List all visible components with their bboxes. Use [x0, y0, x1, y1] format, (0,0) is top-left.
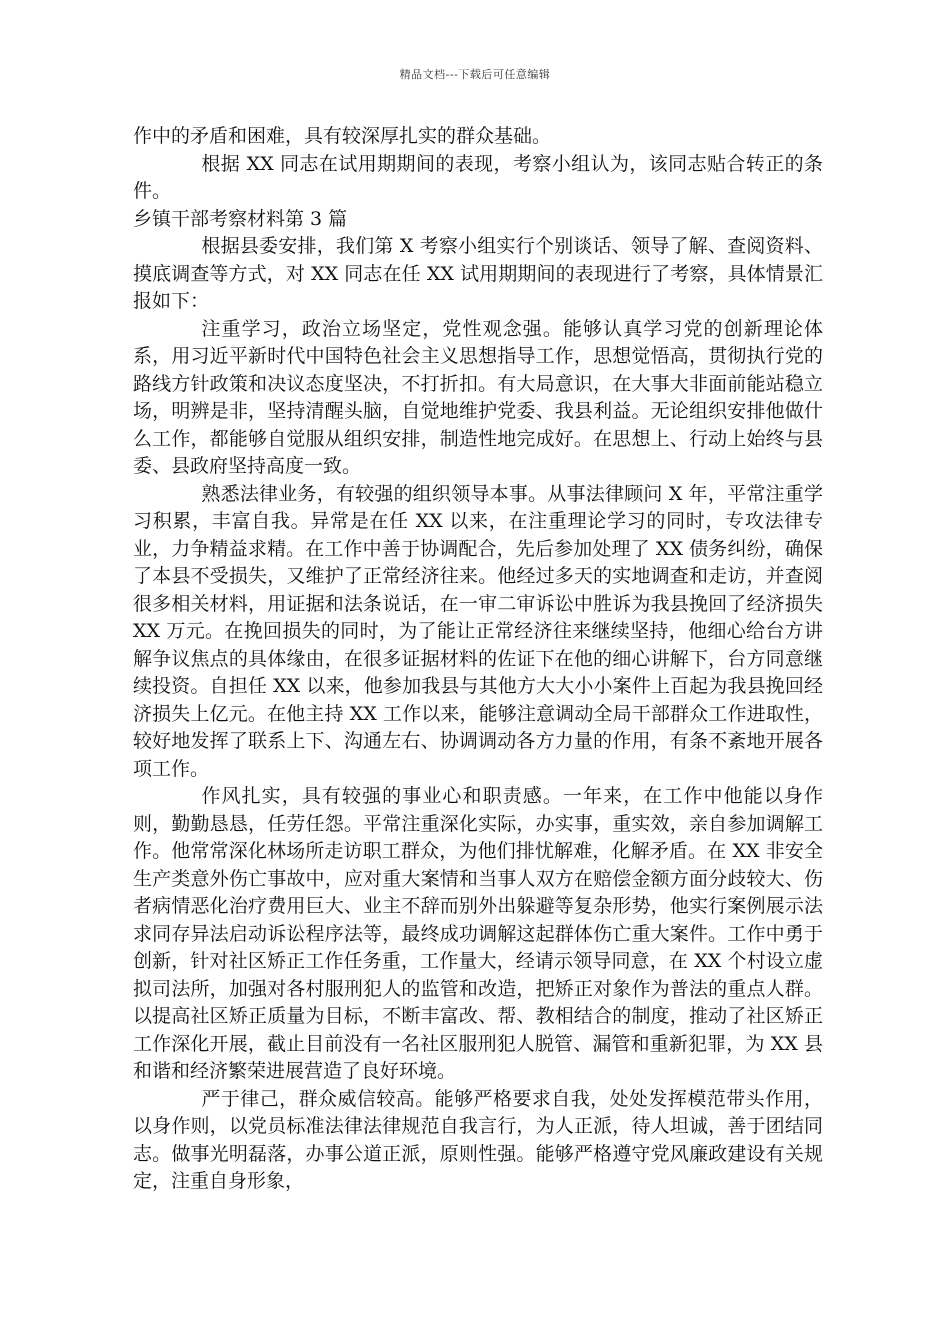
- paragraph-work-style: 作风扎实，具有较强的事业心和职责感。一年来，在工作中他能以身作则，勤勤恳恳，任劳任怨。平常注重深化实际，办实事，重实效，亲自参加调解工作。他常常深化林场所走访职工群众，为他们排忧解难，化解矛盾。在 XX 非安全生产类意外伤亡事故中，应对重大案情和当事人双方在赔偿金额方面分歧较大、伤者病情恶化治疗费用巨大、业主不辞而别外出躲避等复杂形势，他实行案例展示法求同存异法启动诉讼程序法等，最终成功调解这起群体伤亡重大案件。工作中勇于创新，针对社区矫正工作任务重，工作量大，经请示领导同意，在 XX 个村设立虚拟司法所，加强对各村服刑犯人的监管和改造，把矫正对象作为普法的重点人群。以提高社区矫正质量为目标，不断丰富改、帮、教相结合的制度，推动了社区矫正工作深化开展，截止目前没有一名社区服刑犯人脱管、漏管和重新犯罪，为 XX 县和谐和经济繁荣进展营造了良好环境。: [133, 785, 823, 1082]
- paragraph-continuation: 作中的矛盾和困难，具有较深厚扎实的群众基础。: [133, 125, 552, 147]
- paragraph-study: 注重学习，政治立场坚定，党性观念强。能够认真学习党的创新理论体系，用习近平新时代中国特色社会主义思想指导工作，思想觉悟高，贯彻执行党的路线方针政策和决议态度坚决，不打折扣。有大局意识，在大事大非面前能站稳立场，明辨是非，坚持清醒头脑，自觉地维护党委、我县利益。无论组织安排他做什么工作，都能够自觉服从组织安排，制造性地完成好。在思想上、行动上始终与县委、县政府坚持高度一致。: [133, 317, 823, 477]
- paragraph-discipline: 严于律己，群众威信较高。能够严格要求自我，处处发挥模范带头作用，以身作则，以党员标准法律法律规范自我言行，为人正派，待人坦诚，善于团结同志。做事光明磊落，办事公道正派，原则性强。能够严格遵守党风廉政建设有关规定，注重自身形象，: [133, 1087, 823, 1192]
- paragraph-intro: 根据县委安排，我们第 X 考察小组实行个别谈话、领导了解、查阅资料、摸底调查等方式，对 XX 同志在任 XX 试用期期间的表现进行了考察，具体情景汇报如下：: [133, 235, 823, 312]
- document-body: [133, 123, 823, 1196]
- paragraph-legal: 熟悉法律业务，有较强的组织领导本事。从事法律顾问 X 年，平常注重学习积累，丰富自我。异常是在任 XX 以来，在注重理论学习的同时，专攻法律专业，力争精益求精。在工作中善于协调配合，先后参加处理了 XX 债务纠纷，确保了本县不受损失，又维护了正常经济往来。他经过多天的实地调查和走访，并查阅很多相关材料，用证据和法条说话，在一审二审诉讼中胜诉为我县挽回了经济损失 XX 万元。在挽回损失的同时，为了能让正常经济往来继续坚持，他细心给台方讲解争议焦点的具体缘由，在很多证据材料的佐证下在他的细心讲解下，台方同意继续投资。自担任 XX 以来，他参加我县与其他方大大小小案件上百起为我县挽回经济损失上亿元。在他主持 XX 工作以来，能够注意调动全局干部群众工作进取性，较好地发挥了联系上下、沟通左右、协调调动各方力量的作用，有条不紊地开展各项工作。: [133, 482, 823, 780]
- paragraph-conclusion: 根据 XX 同志在试用期期间的表现，考察小组认为，该同志贴合转正的条件。: [133, 152, 823, 202]
- page-header: 精品文档---下载后可任意编辑: [399, 68, 551, 81]
- section-title: 乡镇干部考察材料第 3 篇: [133, 207, 348, 230]
